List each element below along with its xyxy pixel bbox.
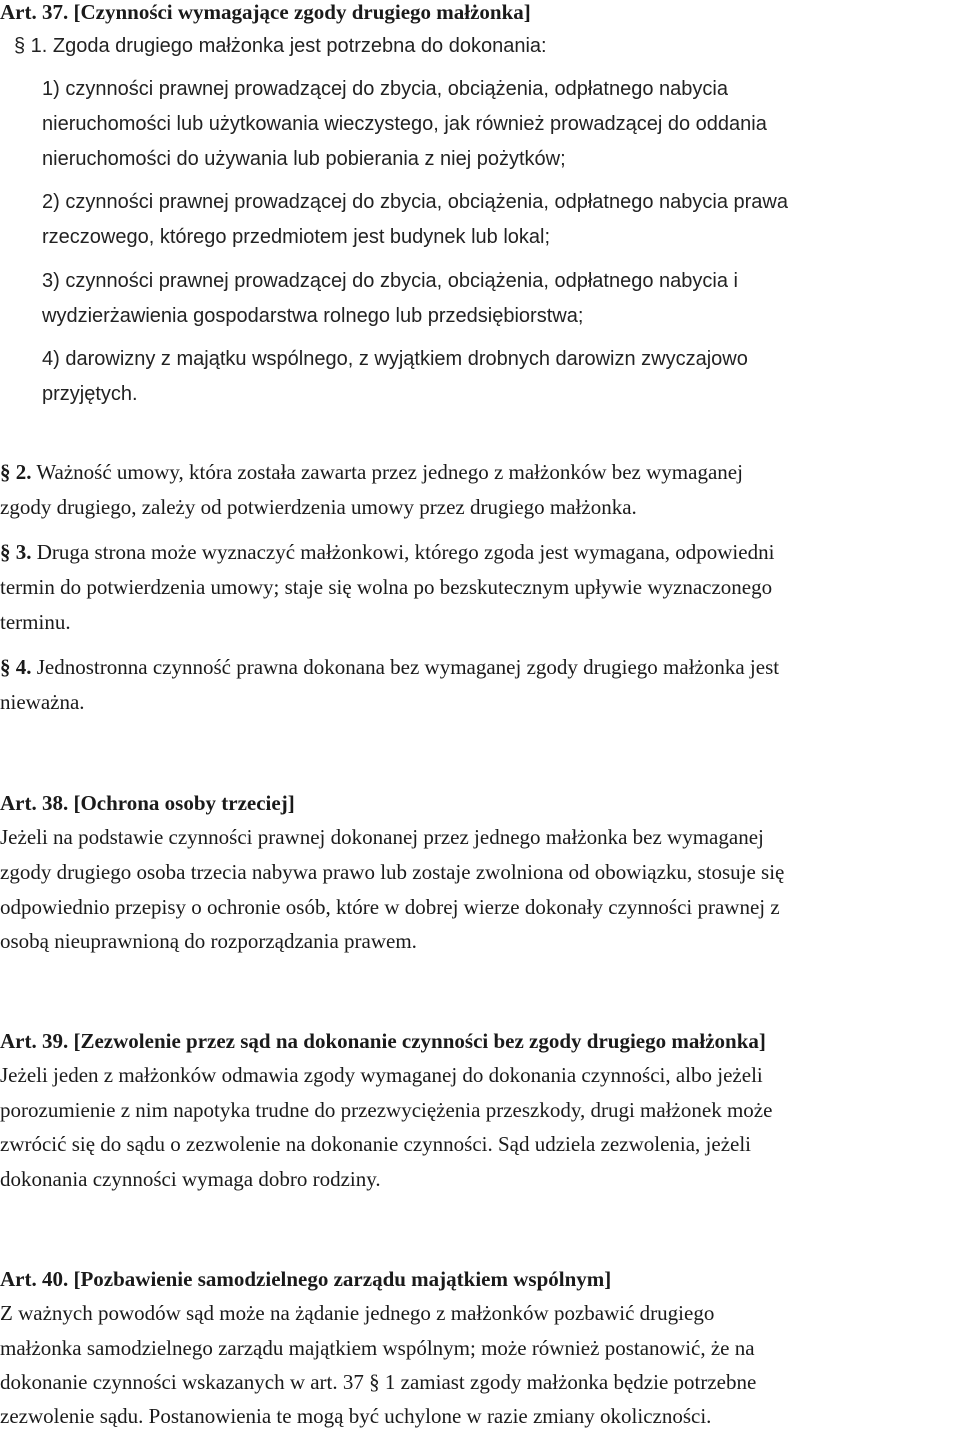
art37-s3-line3: terminu. xyxy=(0,610,71,634)
art37-heading: Art. 37. [Czynności wymagające zgody drugiego małżonka] xyxy=(0,0,531,24)
art39-line2: porozumienie z nim napotyka trudne do przezwyciężenia przeszkody, drugi małżonek może xyxy=(0,1098,773,1122)
art37-s4-text: Jednostronna czynność prawna dokonana bez wymaganej zgody drugiego małżonka jest xyxy=(31,655,780,679)
art37-s2-line2: zgody drugiego, zależy od potwierdzenia umowy przez drugiego małżonka. xyxy=(0,495,637,519)
art37-point3-line1: 3) czynności prawnej prowadzącej do zbycia, obciążenia, odpłatnego nabycia i xyxy=(42,270,738,292)
art37-point1-line2: nieruchomości lub użytkowania wieczystego, jak również prowadzącej do oddania xyxy=(42,113,767,135)
art39-line3: zwrócić się do sądu o zezwolenie na dokonanie czynności. Sąd udziela zezwolenia, jeżeli xyxy=(0,1132,752,1156)
art38-heading: Art. 38. [Ochrona osoby trzeciej] xyxy=(0,791,295,815)
section-number: § 3. xyxy=(0,540,32,564)
art37-s3-text: Druga strona może wyznaczyć małżonkowi, którego zgoda jest wymagana, odpowiedni xyxy=(31,540,775,564)
section-number: § 2. xyxy=(0,460,32,484)
art37-point4-line1: 4) darowizny z majątku wspólnego, z wyjątkiem drobnych darowizn zwyczajowo xyxy=(42,348,748,370)
art38-line1: Jeżeli na podstawie czynności prawnej dokonanej przez jednego małżonka bez wymaganej xyxy=(0,825,764,849)
art37-s4-line1 xyxy=(0,650,779,684)
art37-point4-line2: przyjętych. xyxy=(42,383,138,405)
section-number: § 4. xyxy=(0,655,32,679)
art37-s2-line1 xyxy=(0,455,743,489)
art39-line1: Jeżeli jeden z małżonków odmawia zgody wymaganej do dokonania czynności, albo jeżeli xyxy=(0,1063,763,1087)
art40-line4: zezwolenie sądu. Postanowienia te mogą być uchylone w razie zmiany okoliczności. xyxy=(0,1404,712,1428)
art37-s1-intro-text: Zgoda drugiego małżonka jest potrzebna do dokonania: xyxy=(47,35,547,57)
art40-line3: dokonanie czynności wskazanych w art. 37 § 1 zamiast zgody małżonka będzie potrzebne xyxy=(0,1370,757,1394)
art37-s1-intro xyxy=(14,29,547,63)
art38-line3: odpowiednio przepisy o ochronie osób, które w dobrej wierze dokonały czynności prawnej z xyxy=(0,895,780,919)
art39-line4: dokonania czynności wymaga dobro rodziny. xyxy=(0,1167,381,1191)
art37-point1-line1: 1) czynności prawnej prowadzącej do zbycia, obciążenia, odpłatnego nabycia xyxy=(42,78,728,100)
art37-s3-line1 xyxy=(0,535,774,569)
art37-point2-line2: rzeczowego, którego przedmiotem jest budynek lub lokal; xyxy=(42,226,551,248)
art40-heading: Art. 40. [Pozbawienie samodzielnego zarządu majątkiem wspólnym] xyxy=(0,1267,612,1291)
art37-s3-line2: termin do potwierdzenia umowy; staje się wolna po bezskutecznym upływie wyznaczonego xyxy=(0,575,773,599)
art37-s2-text: Ważność umowy, która została zawarta przez jednego z małżonków bez wymaganej xyxy=(31,460,743,484)
art39-heading: Art. 39. [Zezwolenie przez sąd na dokonanie czynności bez zgody drugiego małżonka] xyxy=(0,1029,766,1053)
section-number: § 1. xyxy=(14,35,48,57)
art40-line1: Z ważnych powodów sąd może na żądanie jednego z małżonków pozbawić drugiego xyxy=(0,1301,715,1325)
art38-line2: zgody drugiego osoba trzecia nabywa prawo lub zostaje zwolniona od obowiązku, stosuje się xyxy=(0,860,785,884)
art38-line4: osobą nieuprawnioną do rozporządzania prawem. xyxy=(0,929,417,953)
art37-point2-line1: 2) czynności prawnej prowadzącej do zbycia, obciążenia, odpłatnego nabycia prawa xyxy=(42,191,788,213)
art37-s4-line2: nieważna. xyxy=(0,690,85,714)
art37-point3-line2: wydzierżawienia gospodarstwa rolnego lub przedsiębiorstwa; xyxy=(42,305,584,327)
art40-line2: małżonka samodzielnego zarządu majątkiem wspólnym; może również postanowić, że na xyxy=(0,1336,755,1360)
art37-point1-line3: nieruchomości do używania lub pobierania z niej pożytków; xyxy=(42,148,566,170)
